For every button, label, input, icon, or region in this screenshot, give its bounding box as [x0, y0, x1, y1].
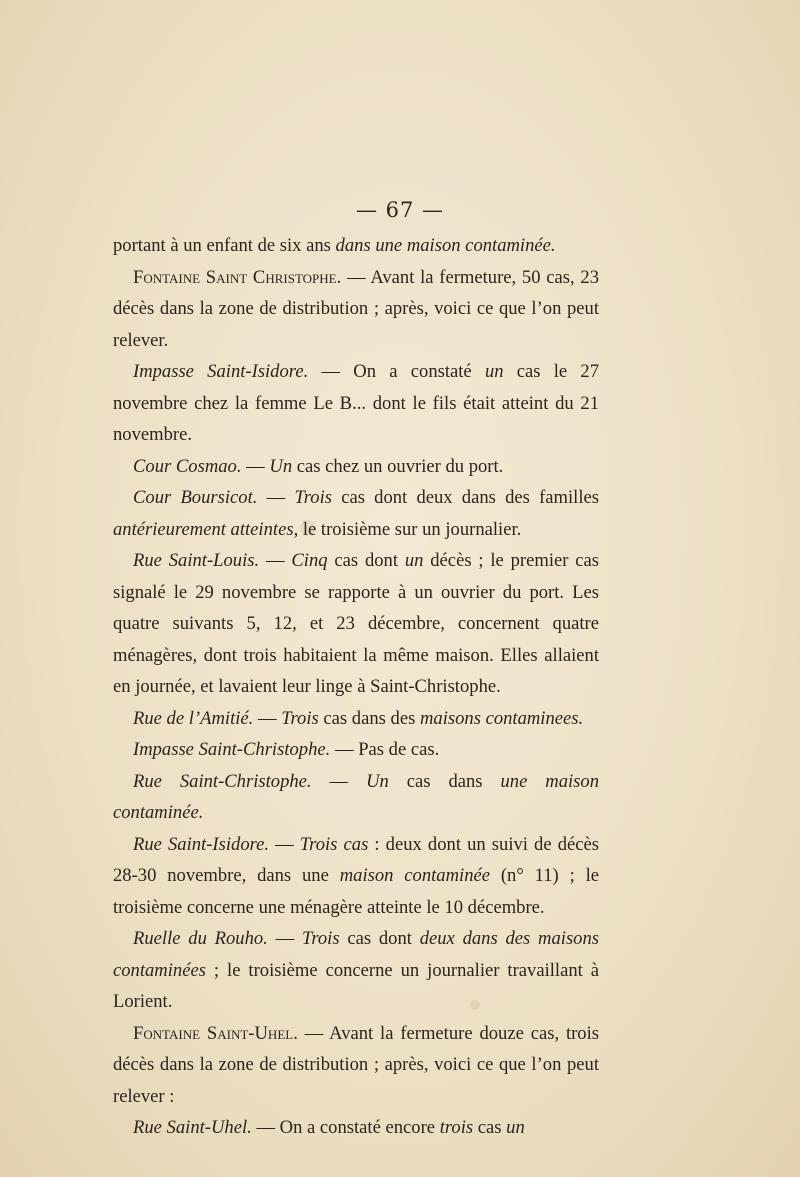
paragraph	[113, 766, 599, 829]
paragraph	[113, 356, 599, 451]
text-run: — Avant la fermeture, 50 cas, 23 décès dans la zone de distribution ; après, voici ce que l’on peut relever.	[113, 266, 599, 351]
text-run: : deux dont un suivi de décès 28-30 novembre, dans une	[113, 833, 599, 886]
italic-text: Cour Boursicot.	[133, 487, 258, 508]
italic-text: Impasse Saint-Christophe.	[133, 739, 331, 760]
text-run: cas	[473, 1117, 507, 1138]
paragraph	[113, 703, 599, 735]
paragraph	[113, 545, 599, 703]
text-run: cas dans des	[318, 707, 420, 729]
italic-text: Trois	[294, 487, 332, 508]
italic-text: Ruelle du Rouho.	[133, 928, 268, 949]
italic-text: Un	[269, 455, 293, 477]
italic-text: dans une maison contaminée.	[335, 235, 556, 256]
text-run: —	[241, 455, 270, 477]
text-run: —	[311, 770, 367, 792]
text-run: —	[259, 550, 292, 571]
text-run: —	[257, 487, 295, 508]
paragraph	[113, 829, 599, 924]
section-heading: Fontaine Saint-Uhel.	[133, 1022, 298, 1044]
italic-text: Rue Saint-Louis.	[133, 550, 260, 571]
text-run: — Pas de cas.	[330, 739, 440, 760]
text-run: décès ; le premier cas signalé le 29 novembre se rapporte à un ouvrier du port. Les quatre suivants 5, 12, et 23 décembre, concernent quatre ménagères, dont trois habitaient la même maison. Elles allaient en journée, et lavaient leur linge à Saint-Christophe.	[113, 550, 599, 697]
italic-text: maison contaminée	[339, 865, 490, 886]
paragraph	[113, 923, 599, 1018]
text-run: — On a constaté	[308, 361, 485, 382]
italic-text: un	[484, 361, 504, 382]
text-run: cas dont	[339, 928, 420, 949]
italic-text: une maison contaminée.	[113, 770, 600, 823]
text-run: cas le 27 novembre chez la femme Le B... dont le fils était atteint du 21 novembre.	[113, 361, 600, 445]
italic-text: Trois cas	[299, 833, 369, 855]
text-run: — Avant la fermeture douze cas, trois décès dans la zone de distribution ; après, voici ce que l’on peut relever :	[113, 1022, 600, 1107]
text-run: , le troisième sur un journalier.	[293, 518, 522, 540]
italic-text: Rue de l’Amitié.	[133, 707, 254, 729]
italic-text: Cour Cosmao.	[133, 455, 242, 477]
paragraph	[113, 734, 599, 766]
text-run: (n° 11) ; le troisième concerne une ménagère atteinte le 10 décembre.	[113, 865, 600, 918]
italic-text: maisons contaminees.	[419, 707, 584, 729]
paragraph	[113, 230, 599, 262]
text-run: ; le troisième concerne un journalier travaillant à Lorient.	[113, 959, 599, 1012]
paragraph	[113, 262, 599, 357]
italic-text: Trois	[281, 707, 319, 729]
italic-text: Rue Saint-Uhel.	[133, 1117, 252, 1138]
text-run: — On a constaté encore	[251, 1117, 440, 1138]
italic-text: deux dans des maisons contaminées	[113, 928, 600, 981]
body-text	[113, 230, 599, 1144]
italic-text: antérieurement atteintes	[113, 518, 294, 540]
paragraph	[113, 482, 599, 545]
italic-text: Impasse Saint-Isidore.	[133, 361, 309, 382]
italic-text: un	[404, 550, 424, 571]
section-heading: Fontaine Saint Christophe.	[133, 266, 342, 288]
page-number: — 67 —	[355, 198, 445, 222]
italic-text: Rue Saint-Christophe.	[133, 770, 312, 792]
text-run: cas dont	[327, 550, 405, 571]
paragraph	[113, 451, 599, 483]
text-run: —	[253, 707, 282, 729]
text-run: —	[269, 833, 300, 855]
paragraph	[113, 1018, 599, 1113]
text-run: cas dont deux dans des familles	[332, 487, 599, 508]
italic-text: Trois	[302, 928, 340, 949]
text-run: cas chez un ouvrier du port.	[292, 455, 504, 477]
text-run: portant à un enfant de six ans	[113, 235, 336, 256]
italic-text: trois	[439, 1117, 474, 1138]
paragraph	[113, 1112, 599, 1144]
text-run: cas dans	[388, 770, 501, 792]
italic-text: Un	[366, 770, 389, 792]
italic-text: Rue Saint-Isidore.	[133, 833, 270, 855]
italic-text: Cinq	[291, 550, 328, 571]
italic-text: un	[506, 1117, 525, 1138]
text-run: —	[267, 928, 302, 949]
